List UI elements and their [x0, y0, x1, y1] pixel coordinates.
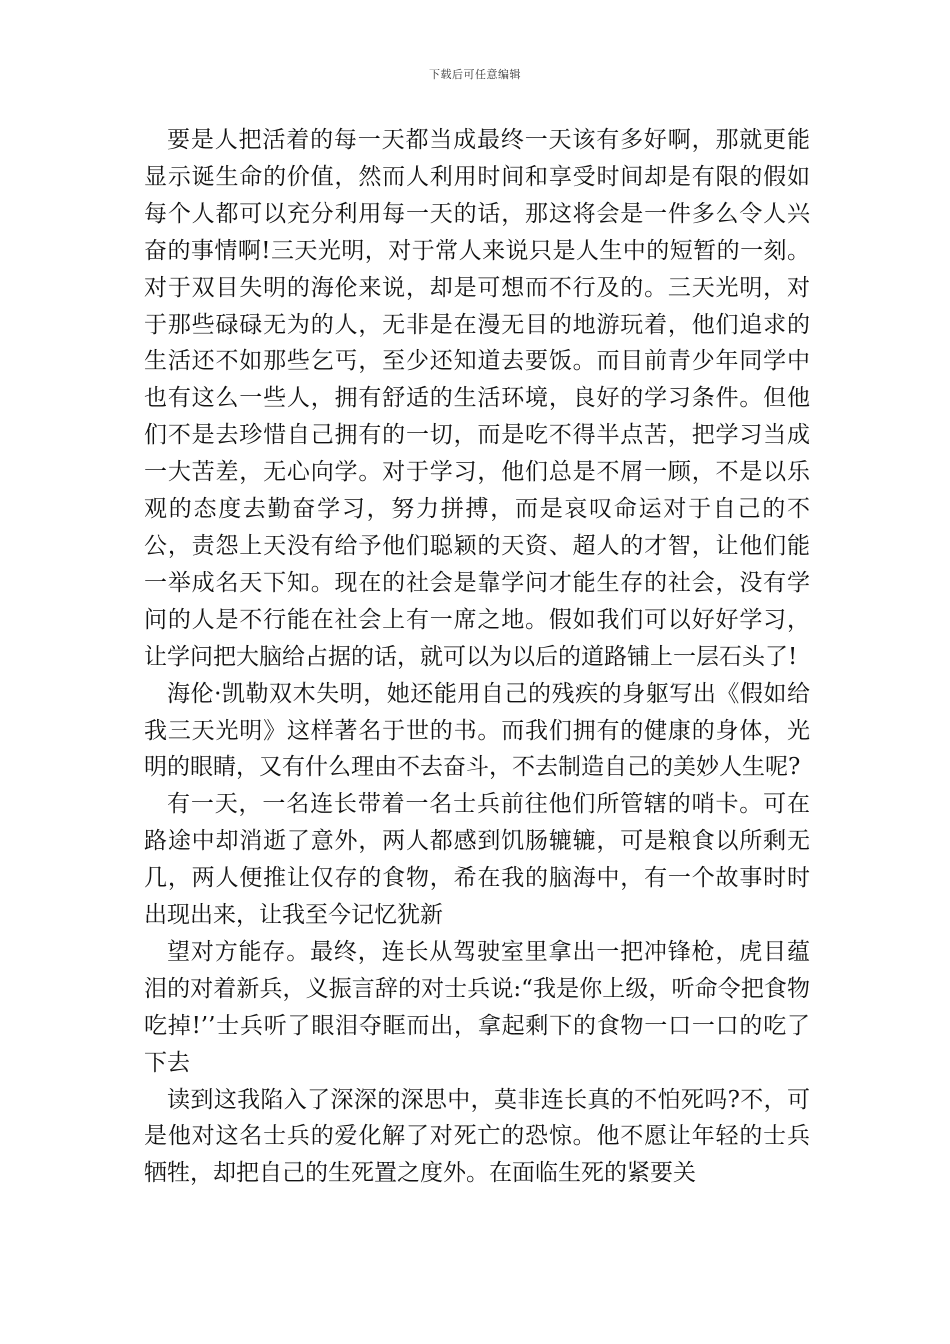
paragraph-4: 望对方能存。最终，连长从驾驶室里拿出一把冲锋枪，虎目蕴泪的对着新兵，义振言辞的对士兵说:“我是你上级，听命令把食物吃掉!’’士兵听了眼泪夺眶而出，拿起剩下的食物一口一口的吃了下去 — [144, 938, 810, 1076]
paragraph-1: 要是人把活着的每一天都当成最终一天该有多好啊，那就更能显示诞生命的价值，然而人利用时间和享受时间却是有限的假如每个人都可以充分利用每一天的话，那这将会是一件多么令人兴奋的事情啊!三天光明，对于常人来说只是人生中的短暂的一刻。对于双目失明的海伦来说，却是可想而不行及的。三天光明，对于那些碌碌无为的人，无非是在漫无目的地游玩着，他们追求的生活还不如那些乞丐，至少还知道去要饭。而目前青少年同学中也有这么一些人，拥有舒适的生活环境，良好的学习条件。但他们不是去珍惜自己拥有的一切，而是吃不得半点苦，把学习当成一大苦差，无心向学。对于学习，他们总是不屑一顾，不是以乐观的态度去勤奋学习，努力拼搏，而是哀叹命运对于自己的不公，责怨上天没有给予他们聪颖的天资、超人的才智，让他们能一举成名天下知。现在的社会是靠学问才能生存的社会，没有学问的人是不行能在社会上有一席之地。假如我们可以好好学习，让学问把大脑给占据的话，就可以为以后的道路铺上一层石头了! — [144, 127, 810, 670]
paragraph-2: 海伦·凯勒双木失明，她还能用自己的残疾的身躯写出《假如给我三天光明》这样著名于世的书。而我们拥有的健康的身体，光明的眼睛，又有什么理由不去奋斗，不去制造自己的美妙人生呢? — [144, 680, 810, 781]
paragraph-5: 读到这我陷入了深深的深思中，莫非连长真的不怕死吗?不，可是他对这名士兵的爱化解了对死亡的恐惊。他不愿让年轻的士兵牺牲，却把自己的生死置之度外。在面临生死的紧要关 — [144, 1086, 810, 1187]
document-body — [144, 122, 810, 1192]
page-header: 下载后可任意编辑 — [429, 68, 521, 81]
paragraph-3: 有一天，一名连长带着一名士兵前往他们所管辖的哨卡。可在路途中却消逝了意外，两人都感到饥肠辘辘，可是粮食以所剩无几，两人便推让仅存的食物，希在我的脑海中，有一个故事时时出现出来，让我至今记忆犹新 — [144, 791, 810, 929]
